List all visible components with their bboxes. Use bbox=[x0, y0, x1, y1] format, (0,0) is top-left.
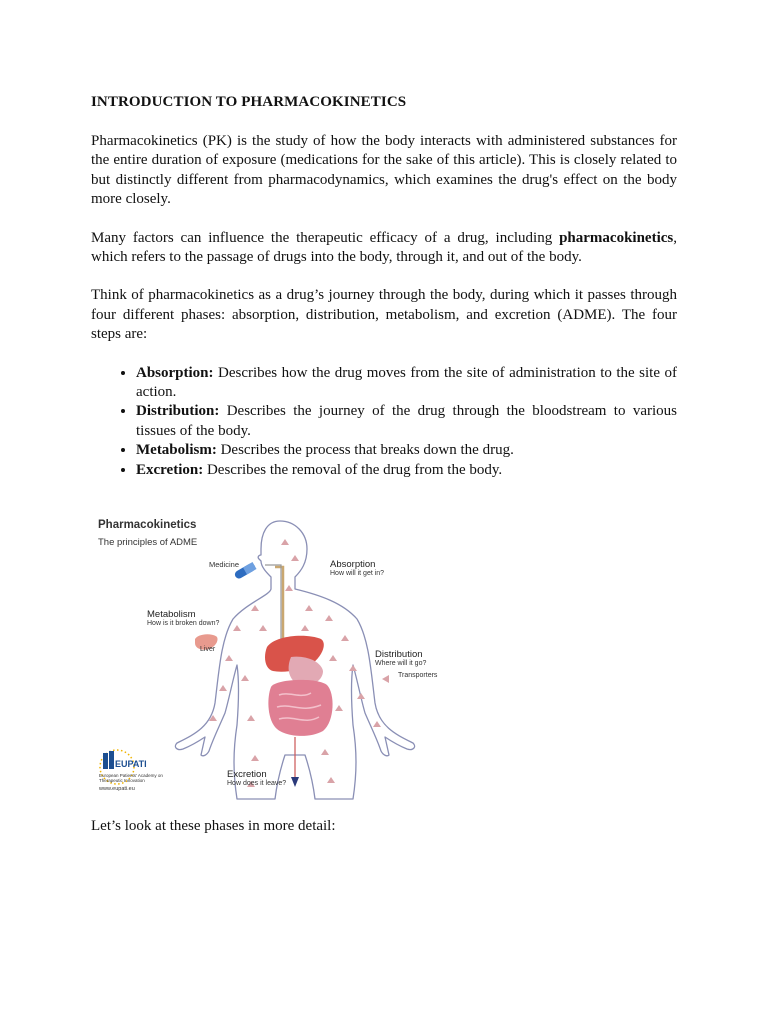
absorption-question: How will it get in? bbox=[330, 570, 385, 577]
closing-sentence: Let’s look at these phases in more detail: bbox=[91, 818, 336, 834]
paragraph-pk-definition: Pharmacokinetics (PK) is the study of how the body interacts with administered substances for the entire duration of exposure (medications for the sake of this article). This is closely related to but distinctly different from pharmacodynamics, which examines the drug's effect on the body more closely. bbox=[91, 133, 677, 208]
list-item-excretion bbox=[136, 461, 677, 480]
adme-diagram bbox=[95, 515, 455, 801]
eupati-url: www.eupati.eu bbox=[99, 786, 135, 792]
list-item-metabolism bbox=[136, 441, 677, 460]
eupati-logo-text: EUPATI bbox=[115, 759, 147, 769]
phase-description: Describes the process that breaks down the drug. bbox=[216, 442, 514, 459]
adme-list bbox=[91, 364, 677, 480]
phase-term: Distribution: bbox=[136, 403, 220, 420]
absorption-label: Absorption bbox=[330, 559, 376, 570]
paragraph-journey: Think of pharmacokinetics as a drug’s journey through the body, during which it passes through four different phases: absorption, distribution, metabolism, and excretion (ADME). The four steps are: bbox=[91, 287, 677, 343]
pharmacokinetics-bold-term: pharmacokinetics bbox=[559, 229, 674, 246]
figure-title: Pharmacokinetics bbox=[98, 519, 197, 531]
phase-description: Describes the removal of the drug from the body. bbox=[203, 461, 503, 478]
excretion-label: Excretion bbox=[227, 769, 267, 780]
list-item-absorption bbox=[136, 364, 677, 403]
liver-label: Liver bbox=[200, 646, 216, 653]
excretion-arrow bbox=[291, 777, 299, 787]
transporters-label: Transporters bbox=[398, 672, 438, 679]
article-body bbox=[91, 94, 677, 480]
page-title: INTRODUCTION TO PHARMACOKINETICS bbox=[91, 94, 407, 110]
paragraph-efficacy-end: , which refers to the passage of drugs into the body, through it, and out of the body. bbox=[91, 229, 677, 266]
phase-term: Excretion: bbox=[136, 461, 204, 478]
phase-term: Absorption: bbox=[136, 364, 214, 381]
figure-subtitle: The principles of ADME bbox=[98, 537, 198, 548]
paragraph-efficacy bbox=[91, 229, 677, 268]
transporter-icon bbox=[382, 675, 389, 683]
metabolism-question: How is it broken down? bbox=[147, 620, 220, 627]
phase-term: Metabolism: bbox=[136, 442, 217, 459]
phase-description: Describes how the drug moves from the site of administration to the site of action. bbox=[136, 364, 677, 401]
medicine-label: Medicine bbox=[209, 560, 240, 569]
phase-description: Describes the journey of the drug through the bloodstream to various tissues of the body. bbox=[136, 403, 677, 439]
excretion-question: How does it leave? bbox=[227, 780, 287, 787]
list-item-distribution bbox=[136, 402, 677, 441]
distribution-label: Distribution bbox=[375, 649, 423, 660]
metabolism-label: Metabolism bbox=[147, 609, 196, 620]
distribution-question: Where will it go? bbox=[375, 660, 427, 667]
paragraph-efficacy-start: Many factors can influence the therapeutic efficacy of a drug, including bbox=[91, 229, 560, 246]
eupati-caption: European Patients' Academy on Therapeutic Innovation bbox=[99, 773, 163, 783]
